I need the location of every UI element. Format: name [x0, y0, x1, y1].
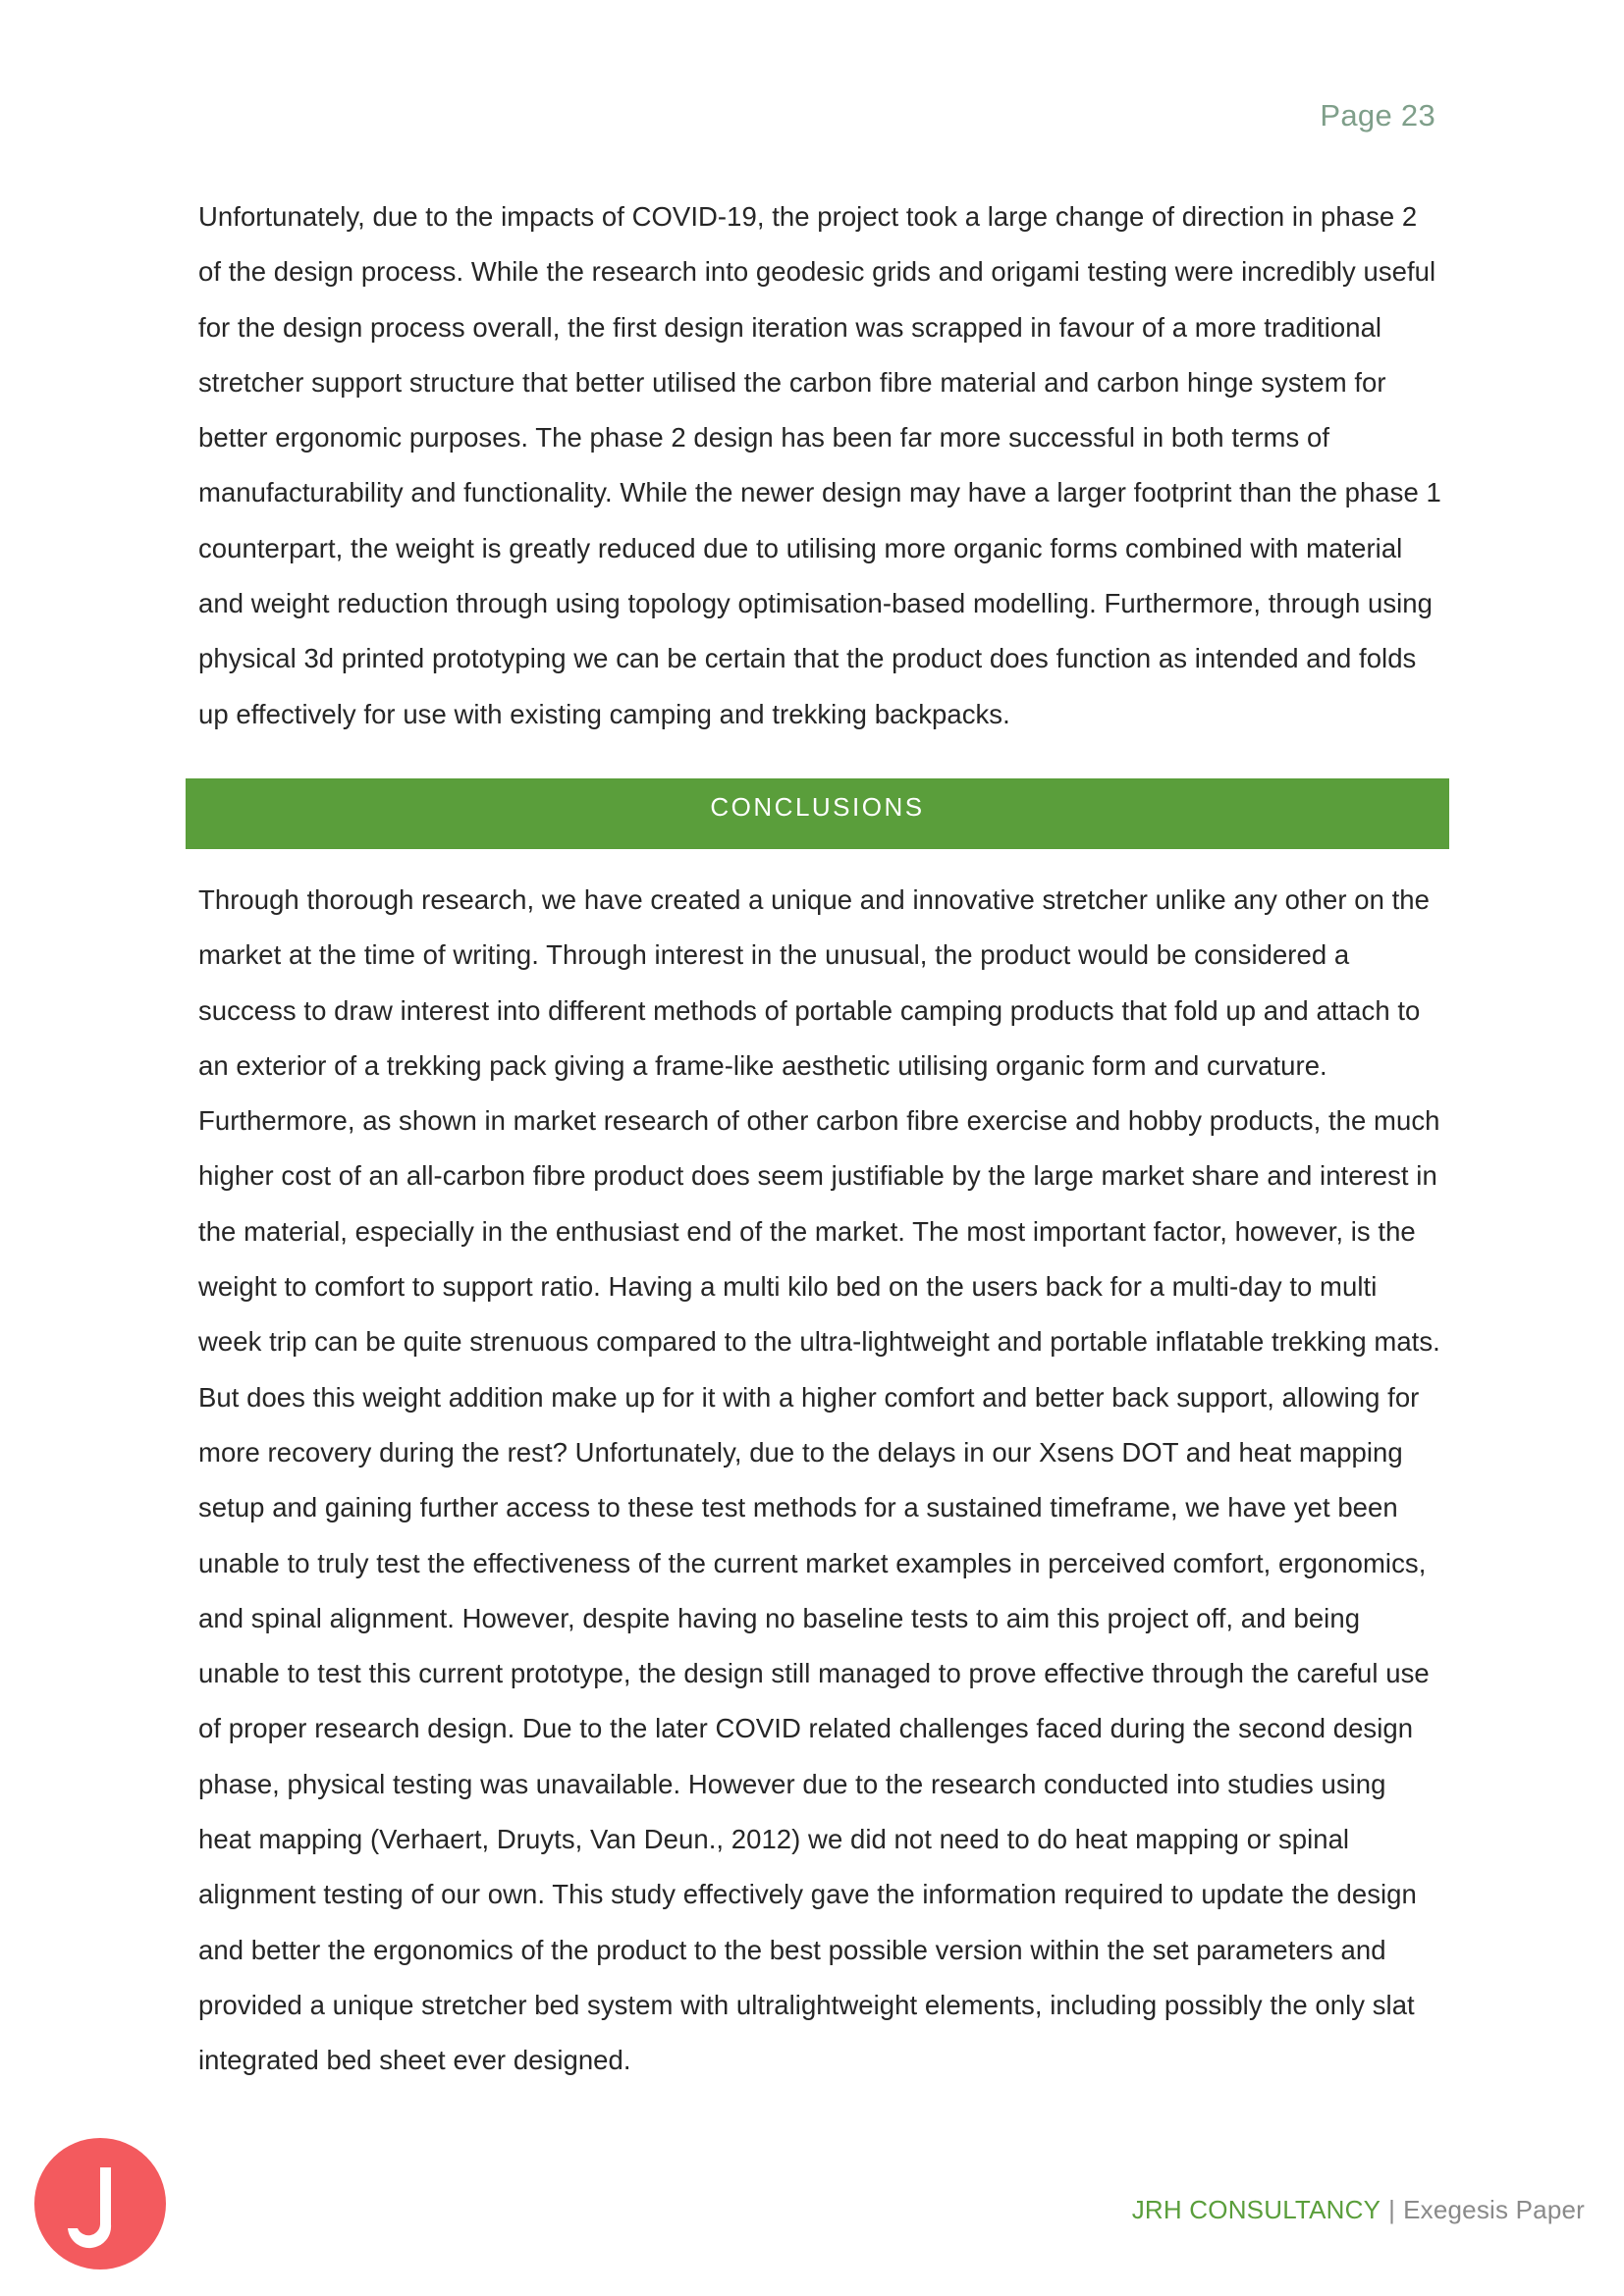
j-letter-logo-icon	[34, 2138, 166, 2269]
intro-paragraph: Unfortunately, due to the impacts of COVID-19, the project took a large change of direction in phase 2 of the design process. While the research into geodesic grids and origami testing were incredibly useful for the design process overall, the first design iteration was scrapped in favour of a more traditional stretcher support structure that better utilised the carbon fibre material and carbon hinge system for better ergonomic purposes. The phase 2 design has been far more successful in both terms of manufacturability and functionality. While the newer design may have a larger footprint than the phase 1 counterpart, the weight is greatly reduced due to utilising more organic forms combined with material and weight reduction through using topology optimisation-based modelling. Furthermore, through using physical 3d printed prototyping we can be certain that the product does function as intended and folds up effectively for use with existing camping and trekking backpacks.	[198, 201, 1441, 729]
section-heading: CONCLUSIONS	[710, 791, 925, 822]
footer-document-type: Exegesis Paper	[1403, 2195, 1585, 2224]
conclusion-paragraph: Through thorough research, we have created a unique and innovative stretcher unlike any other on the market at the time of writing. Through interest in the unusual, the product would be considered a success to draw interest into different methods of portable camping products that fold up and attach to an exterior of a trekking pack giving a frame-like aesthetic utilising organic form and curvature. Furthermore, as shown in market research of other carbon fibre exercise and hobby products, the much higher cost of an all-carbon fibre product does seem justifiable by the large market share and interest in the material, especially in the enthusiast end of the market. The most important factor, however, is the weight to comfort to support ratio. Having a multi kilo bed on the users back for a multi-day to multi week trip can be quite strenuous compared to the ultra-lightweight and portable inflatable trekking mats. But does this weight addition make up for it with a higher comfort and better back support, allowing for more recovery during the rest? Unfortunately, due to the delays in our Xsens DOT and heat mapping setup and gaining further access to these test methods for a sustained timeframe, we have yet been unable to truly test the effectiveness of the current market examples in perceived comfort, ergonomics, and spinal alignment. However, despite having no baseline tests to aim this project off, and being unable to test this current prototype, the design still managed to prove effective through the careful use of proper research design. Due to the later COVID related challenges faced during the second design phase, physical testing was unavailable. However due to the research conducted into studies using heat mapping (Verhaert, Druyts, Van Deun., 2012) we did not need to do heat mapping or spinal alignment testing of our own. This study effectively gave the information required to update the design and better the ergonomics of the product to the best possible version within the set parameters and provided a unique stretcher bed system with ultralightweight elements, including possibly the only slat integrated bed sheet ever designed.	[198, 884, 1440, 2076]
page-number: Page 23	[1320, 98, 1435, 133]
footer-separator: |	[1388, 2195, 1396, 2224]
section-heading-bar	[186, 778, 1449, 849]
footer-brand: JRH CONSULTANCY	[1131, 2195, 1381, 2224]
j-glyph	[34, 2138, 166, 2269]
footer	[1132, 2195, 1585, 2225]
